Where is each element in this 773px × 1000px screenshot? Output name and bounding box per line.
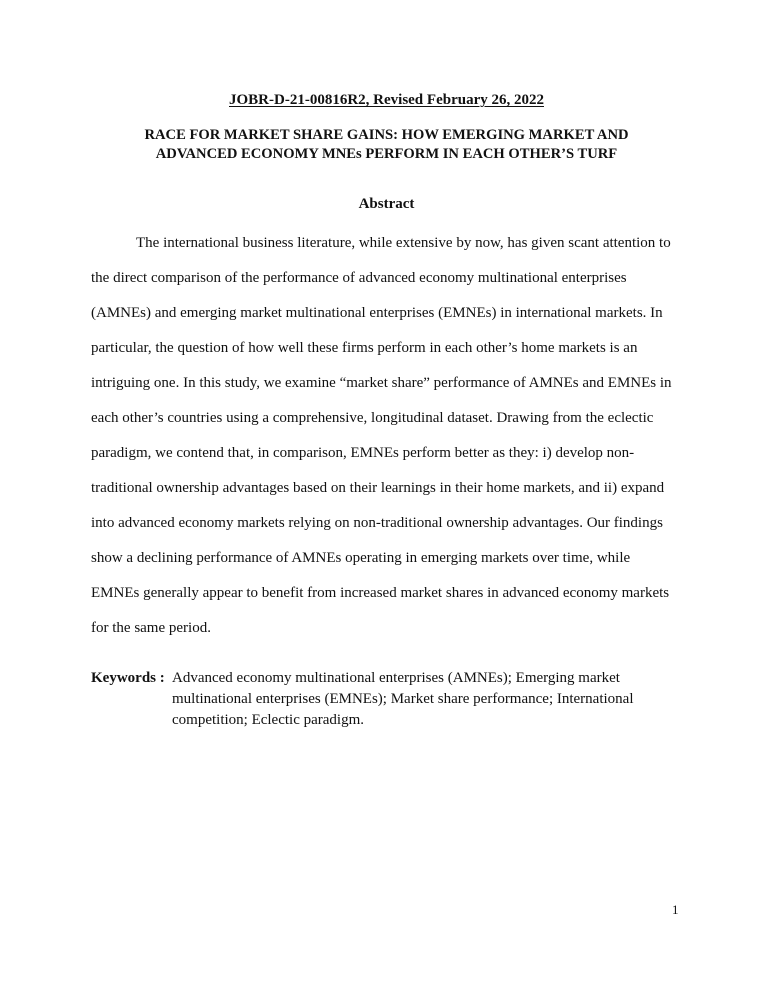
keywords-line: competition; Eclectic paradigm. [172,712,365,728]
abstract-line: EMNEs generally appear to benefit from increased market shares in advanced economy markets [91,585,670,601]
abstract-heading: Abstract [358,196,415,212]
abstract-line: The international business literature, while extensive by now, has given scant attention to [136,235,671,251]
page-number: 1 [672,902,679,917]
keywords-line: Advanced economy multinational enterprises (AMNEs); Emerging market [172,670,620,686]
keywords-line: multinational enterprises (EMNEs); Market share performance; International [172,691,634,707]
abstract-line: paradigm, we contend that, in comparison, EMNEs perform better as they: i) develop non- [91,445,635,461]
paper-title [80,126,693,164]
abstract-line: particular, the question of how well these firms perform in each other’s home markets is an [91,340,638,356]
abstract-line: the direct comparison of the performance of advanced economy multinational enterprises [91,270,627,286]
abstract-line: into advanced economy markets relying on non-traditional ownership advantages. Our findings [91,515,663,531]
manuscript-id: JOBR-D-21-00816R2, Revised February 26, 2022 [229,92,544,108]
abstract-line: for the same period. [91,620,211,636]
abstract-line: show a declining performance of AMNEs operating in emerging markets over time, while [91,550,631,566]
abstract-line: intriguing one. In this study, we examine “market share” performance of AMNEs and EMNEs in [91,375,672,391]
abstract-line: traditional ownership advantages based on their learnings in their home markets, and ii) expand [91,480,665,496]
keywords-label: Keywords : [91,670,165,686]
paper-title-line: RACE FOR MARKET SHARE GAINS: HOW EMERGING MARKET AND [144,127,629,143]
abstract-line: (AMNEs) and emerging market multinational enterprises (EMNEs) in international markets. In [91,305,663,321]
abstract-line: each other’s countries using a comprehensive, longitudinal dataset. Drawing from the eclectic [91,410,654,426]
paper-title-line: ADVANCED ECONOMY MNEs PERFORM IN EACH OTHER’S TURF [155,146,618,162]
abstract-body [91,226,691,646]
keywords-text [172,668,692,731]
